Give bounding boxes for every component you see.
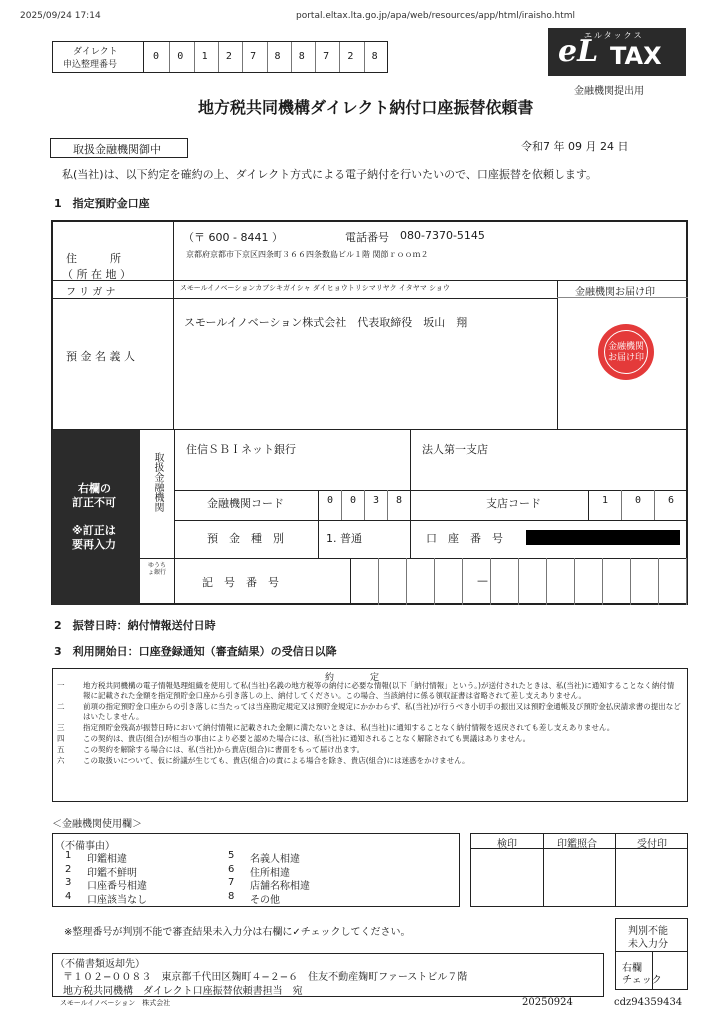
terms-item-text: 地方税共同機構の電子情報処理組織を使用して私(当社)名義の地方税等の納付に必要な情報(以下「納付情報」という。)が送付されたときは、私(当社)に通知することなく納付情報に記載された金額を指定預貯金口座から引き落しの上、納付してください。この場合、当該納付に係る領収証書は省略されて差し支えありません。 (83, 681, 675, 700)
digit-divider (315, 42, 316, 72)
branch-code-digit: 1 (601, 495, 609, 506)
terms-item-number: 一 (57, 681, 65, 690)
terms-item (57, 702, 681, 722)
bank-code-digit: 0 (349, 495, 357, 506)
request-date: 令和7 年 09 月 24 日 (521, 140, 629, 153)
account-type-label: 預 金 種 別 (207, 532, 284, 545)
unreadable-line2: 未入力分 (628, 939, 668, 950)
defect-number: 5 (228, 850, 235, 861)
terms-heading: 約 定 (325, 673, 380, 683)
logo-el: eL (558, 34, 599, 69)
bank-side-label: 取扱金融機関 (152, 452, 163, 512)
address-label-sub: （ 所 在 地 ） (62, 268, 131, 281)
footer-date: 20250924 (522, 997, 573, 1008)
symbol-cell-divider (546, 558, 547, 605)
account-type-value: 1. 普通 (326, 532, 362, 545)
footer-code: cdz94359434 (614, 997, 683, 1008)
bank-code-label: 金融機関コード (207, 497, 284, 510)
digit-divider (267, 42, 268, 72)
unreadable-right1: 右欄 (622, 963, 642, 974)
account-table (51, 220, 688, 605)
footer-left: スモールイノベーション 株式会社 (60, 999, 171, 1007)
terms-item (57, 723, 681, 733)
receipt-col: 受付印 (637, 839, 667, 850)
inspection-col: 検印 (497, 839, 517, 850)
terms-item-text: この取扱いについて、仮に紛議が生じても、貴店(組合)の責による場合を除き、貴店(組合)には迷惑をかけません。 (83, 756, 470, 765)
account-number-redacted (526, 530, 680, 545)
symbol-cell-divider (686, 558, 687, 605)
stamp-columns-box (470, 833, 688, 907)
furigana-label: フ リ ガ ナ (66, 287, 116, 298)
addressee: 取扱金融機関御中 (73, 143, 161, 156)
terms-item (57, 734, 681, 744)
symbol-cell-divider (434, 558, 435, 605)
bank-seal-stamp (598, 324, 654, 380)
defect-text: 印鑑不鮮明 (87, 867, 137, 879)
symbol-dash: — (477, 574, 488, 587)
logo-kana: エルタックス (584, 31, 644, 40)
terms-item-text: この契約は、貴店(組合)が相当の事由により必要と認めた場合には、私(当社)に通知されることなく解除されても異議はありません。 (83, 734, 531, 743)
return-name: 地方税共同機構 ダイレクト口座振替依頼書担当 宛 (63, 986, 303, 997)
symbol-cell-divider (378, 558, 379, 605)
application-number-box (52, 41, 388, 73)
unreadable-right2: チェック (622, 975, 662, 986)
digit-divider (621, 490, 622, 520)
symbol-cell-divider (630, 558, 631, 605)
address-text: 京都府京都市下京区四条町３６６四条数島ビル１階 関節ｒｏｏｍ２ (186, 250, 429, 259)
seal-label: 金融機関お届け印 (575, 287, 655, 298)
digit-divider (341, 490, 342, 520)
defect-number: 6 (228, 863, 235, 875)
terms-item-text: 指定預貯金残高が振替日時において納付情報に記載された金額に満たないときは、私(当社)に通知することなく納付情報を返戻されても差し支えありません。 (83, 723, 615, 732)
defect-text: 住所相違 (250, 867, 290, 879)
document-title: 地方税共同機構ダイレクト納付口座振替依頼書 (198, 98, 534, 117)
defect-text: 印鑑相違 (87, 854, 127, 865)
terms-item (57, 681, 681, 701)
bank-code-digit: 0 (326, 495, 334, 506)
defect-reasons-box (52, 833, 460, 907)
phone-label: 電話番号 (345, 231, 389, 244)
return-title: （不備書類返却先） (55, 959, 145, 970)
defect-text: その他 (250, 894, 280, 906)
print-timestamp: 2025/09/24 17:14 (20, 11, 101, 21)
unreadable-line1: 判別不能 (628, 926, 668, 937)
correction-line2: 訂正不可 (72, 496, 116, 509)
digit-divider (654, 490, 655, 520)
digit-divider (364, 42, 365, 72)
application-digit: 7 (323, 51, 330, 62)
terms-item-number: 二 (57, 702, 65, 711)
application-label-line1: ダイレクト (73, 47, 118, 57)
phone-number: 080-7370-5145 (400, 229, 485, 242)
holder-name: スモールイノベーション株式会社 代表取締役 坂山 翔 (184, 316, 468, 329)
terms-item (57, 756, 681, 766)
section1-heading: 1 指定預貯金口座 (54, 197, 150, 210)
application-digit: 8 (274, 51, 281, 62)
application-digit: 8 (371, 51, 378, 62)
seal-text-2: お届け印 (607, 353, 644, 363)
defect-number: 7 (228, 877, 235, 888)
logo-tax: TAX (610, 42, 662, 70)
defect-text: 口座該当なし (87, 894, 147, 906)
digit-divider (364, 490, 365, 520)
section2-heading: 2 振替日時：納付情報送付日時 (54, 619, 216, 632)
branch-code-label: 支店コード (486, 497, 541, 510)
branch-code-digit: 6 (667, 495, 675, 506)
bank-use-label: ＜金融機関使用欄＞ (52, 819, 142, 830)
correction-line3: ※訂正は (72, 524, 116, 537)
defect-number: 1 (65, 850, 72, 861)
branch-code-digit: 0 (634, 495, 642, 506)
bank-name: 住信ＳＢＩネット銀行 (186, 443, 296, 456)
application-digit: 0 (177, 51, 184, 62)
terms-item-number: 三 (57, 723, 65, 732)
bank-code-end (410, 490, 411, 520)
symbol-cell-divider (518, 558, 519, 605)
address-label: 住 所 (66, 252, 121, 265)
return-address-box (52, 953, 604, 997)
branch-name: 法人第一支店 (422, 443, 488, 456)
logo-caption: 金融機関提出用 (574, 86, 644, 97)
digit-divider (339, 42, 340, 72)
holder-label: 預 金 名 義 人 (66, 350, 135, 363)
yucho-label: ゆうちょ銀行 (147, 562, 166, 576)
addressee-box (50, 138, 188, 158)
symbol-cell-divider (462, 558, 463, 605)
account-number-label: 口 座 番 号 (426, 532, 503, 545)
application-digit: 2 (225, 51, 232, 62)
symbol-cell-divider (574, 558, 575, 605)
application-digit: 1 (201, 51, 208, 62)
application-digit: 0 (152, 51, 160, 62)
digit-divider (387, 490, 388, 520)
bank-code-digit: 3 (372, 495, 380, 506)
furigana-value: スモールイノベーションカブシキガイシャ ダイヒョウトリシマリヤク イタヤマ ショウ (180, 284, 450, 292)
terms-box (52, 668, 688, 802)
print-url: portal.eltax.lta.go.jp/apa/web/resources/app/html/iraisho.html (296, 11, 576, 21)
seal-check-col: 印鑑照合 (557, 839, 597, 850)
terms-item-number: 四 (57, 734, 65, 743)
digit-divider (242, 42, 243, 72)
postal-code: （〒 600 - 8441 ） (183, 231, 283, 244)
digit-divider (218, 42, 219, 72)
application-digit: 7 (250, 51, 257, 62)
defect-title: （不備事由） (55, 841, 115, 852)
digit-divider (291, 42, 292, 72)
defect-number: 8 (228, 890, 235, 902)
return-address: 〒１０２−００８３ 東京都千代田区麹町４−２−６ 住友不動産麹町ファーストビル７階 (63, 972, 468, 983)
correction-line1: 右欄の (78, 482, 111, 495)
seal-text-1: 金融機関 (607, 342, 644, 352)
section3-heading: 3 利用開始日：口座登録通知（審査結果）の受信日以降 (54, 645, 337, 658)
digit-divider (169, 42, 170, 72)
defect-text: 店舗名称相違 (250, 881, 310, 892)
terms-item-text: この契約を解除する場合には、私(当社)から貴店(組合)に書面をもって届け出ます。 (83, 745, 365, 754)
terms-item-number: 五 (57, 745, 65, 754)
digit-divider (194, 42, 195, 72)
symbol-cell-divider (658, 558, 659, 605)
eltax-logo (548, 28, 686, 76)
correction-line4: 要再入力 (72, 538, 116, 551)
application-digit: 2 (347, 51, 354, 62)
defect-text: 口座番号相違 (87, 881, 147, 892)
terms-item-number: 六 (57, 756, 65, 765)
defect-number: 3 (65, 877, 72, 888)
application-label-line2: 申込整理番号 (63, 60, 118, 70)
terms-item (57, 745, 681, 755)
symbol-number-label: 記 号 番 号 (202, 576, 279, 589)
terms-list (57, 681, 681, 767)
application-digit: 8 (298, 51, 305, 62)
bank-code-digit: 8 (395, 495, 403, 506)
unreadable-box (615, 918, 688, 990)
intro-text: 私(当社)は、以下約定を確約の上、ダイレクト方式による電子納付を行いたいので、口座振替を依頼します。 (62, 168, 598, 181)
defect-text: 名義人相違 (250, 854, 300, 865)
correction-notice (52, 430, 140, 605)
check-note: ※整理番号が判別不能で審査結果未入力分は右欄に✓チェックしてください。 (64, 927, 411, 938)
terms-item-text: 前項の指定預貯金口座からの引き落しに当たっては当座勘定規定又は預貯金規定にかかわらず、私(当社)が行うべき小切手の振出又は預貯金通帳及び預貯金払戻請求書の提出などはいたしません。 (83, 702, 681, 721)
defect-number: 4 (65, 890, 72, 902)
defect-number: 2 (65, 863, 72, 875)
symbol-cell-divider (602, 558, 603, 605)
symbol-cell-divider (490, 558, 491, 605)
symbol-cell-divider (406, 558, 407, 605)
